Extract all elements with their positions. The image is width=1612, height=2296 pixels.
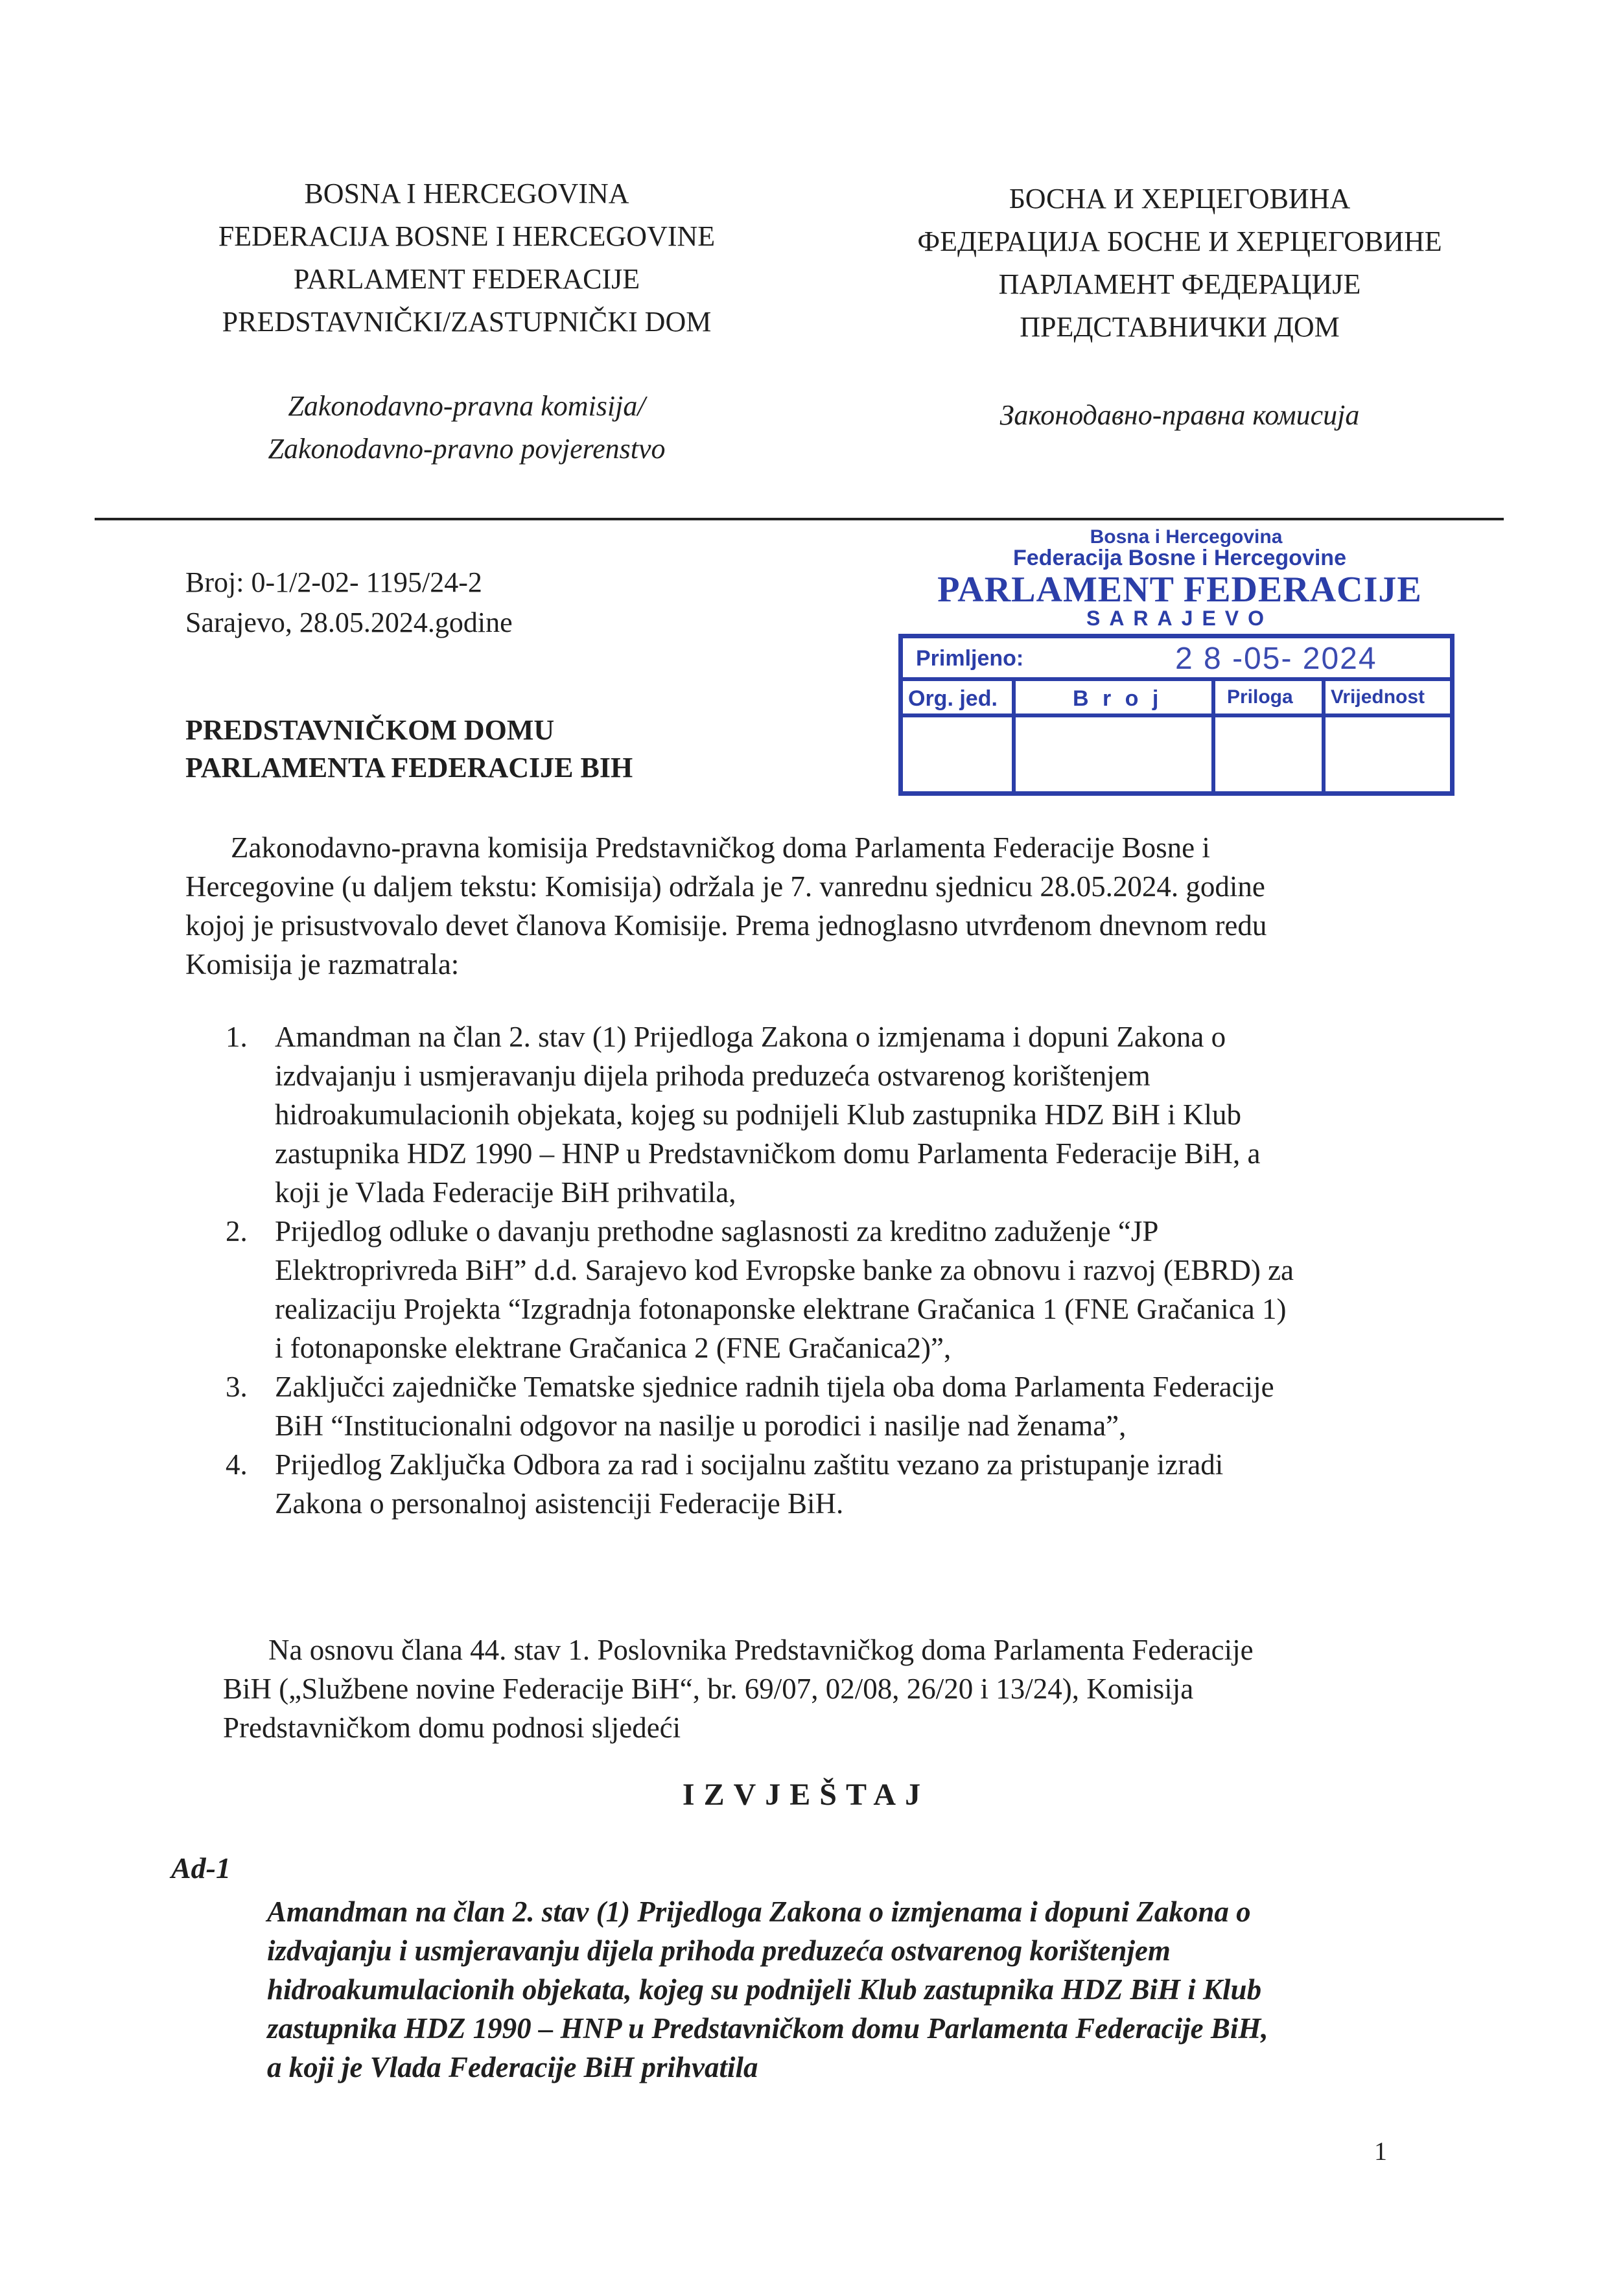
stamp-col-org: Org. jed. (908, 686, 998, 711)
header-house: ПРЕДСТАВНИЧКИ ДОМ (1020, 311, 1340, 343)
agenda-item (207, 1367, 1413, 1445)
text-line: Komisija je razmatrala: (185, 948, 460, 980)
recipient-line: PARLAMENTA FEDERACIJE BIH (185, 752, 633, 783)
agenda-item (207, 1017, 1413, 1212)
text-line: Elektroprivreda BiH” d.d. Sarajevo kod Evropske banke za obnovu i razvoj (EBRD) za (275, 1254, 1294, 1286)
header-federation: FEDERACIJA BOSNE I HERCEGOVINE (218, 220, 716, 252)
text-line: Prijedlog odluke o davanju prethodne saglasnosti za kreditno zaduženje “JP (275, 1215, 1159, 1247)
stamp-received-date: 2 8 -05- 2024 (1175, 642, 1377, 676)
agenda-number: 4. (226, 1448, 248, 1481)
header-country: BOSNA I HERCEGOVINA (304, 178, 629, 209)
text-line: Zakona o personalnoj asistenciji Federacije BiH. (275, 1487, 844, 1520)
text-line: i fotonaponske elektrane Gračanica 2 (FNE Gračanica2)”, (275, 1332, 952, 1364)
agenda-number: 2. (226, 1215, 248, 1247)
agenda-list (207, 1017, 1413, 1523)
committee-line: Zakonodavno-pravno povjerenstvo (268, 433, 666, 465)
header-parliament: ПАРЛАМЕНТ ФЕДЕРАЦИЈЕ (998, 268, 1361, 300)
stamp-divider (1322, 681, 1326, 796)
text-line: Zaključci zajedničke Tematske sjednice radnih tijela oba doma Parlamenta Federacije (275, 1371, 1274, 1403)
agenda-number: 1. (226, 1021, 248, 1053)
stamp-line: Bosna i Hercegovina (1090, 526, 1283, 548)
stamp-line: Federacija Bosne i Hercegovine (1013, 546, 1346, 570)
text-line: hidroakumulacionih objekata, kojeg su podnijeli Klub zastupnika HDZ BiH i Klub (275, 1098, 1241, 1131)
header-divider (95, 518, 1504, 520)
agenda-item (207, 1212, 1413, 1367)
text-line: Amandman na član 2. stav (1) Prijedloga Zakona o izmjenama i dopuni Zakona o (267, 1896, 1251, 1928)
text-line: zastupnika HDZ 1990 – HNP u Predstavničkom domu Parlamenta Federacije BiH, (267, 2012, 1268, 2045)
stamp-divider (1211, 681, 1215, 796)
text-line: Amandman na član 2. stav (1) Prijedloga Zakona o izmjenama i dopuni Zakona o (275, 1021, 1226, 1053)
agenda-number: 3. (226, 1371, 248, 1403)
text-line: Predstavničkom domu podnosi sljedeći (223, 1711, 681, 1744)
text-line: Hercegovine (u daljem tekstu: Komisija) održala je 7. vanrednu sjednicu 28.05.2024. godine (185, 870, 1265, 903)
page-number: 1 (1374, 2137, 1387, 2166)
reference-date: Sarajevo, 28.05.2024.godine (185, 607, 513, 638)
reference-block (185, 562, 513, 643)
stamp-received-row (903, 638, 1450, 681)
text-line: Na osnovu člana 44. stav 1. Poslovnika Predstavničkog doma Parlamenta Federacije (268, 1634, 1254, 1666)
text-line: Prijedlog Zaključka Odbora za rad i socijalnu zaštitu vezano za pristupanje izradi (275, 1448, 1224, 1481)
text-line: zastupnika HDZ 1990 – HNP u Predstavničkom domu Parlamenta Federacije BiH, a (275, 1137, 1261, 1170)
stamp-header-row (903, 681, 1450, 717)
received-stamp (894, 526, 1465, 798)
text-line: Zakonodavno-pravna komisija Predstavničkog doma Parlamenta Federacije Bosne i (231, 831, 1210, 864)
reference-number: Broj: 0-1/2-02- 1195/24-2 (185, 566, 482, 598)
header-house: PREDSTAVNIČKI/ZASTUPNIČKI DOM (222, 306, 712, 338)
committee-cyrillic: Законодавно-правна комисија (999, 399, 1360, 431)
recipient (185, 712, 633, 787)
text-line: kojoj je prisustvovalo devet članova Komisije. Prema jednoglasno utvrđenom dnevnom redu (185, 909, 1267, 942)
text-line: BiH “Institucionalni odgovor na nasilje u porodici i nasilje nad ženama”, (275, 1409, 1127, 1442)
stamp-col-value: Vrijednost (1331, 686, 1425, 708)
stamp-received-label: Primljeno: (916, 646, 1024, 671)
stamp-col-number: B r o j (1073, 686, 1163, 711)
header-cyrillic (849, 178, 1510, 349)
basis-paragraph (223, 1630, 1403, 1747)
header-parliament: PARLAMENT FEDERACIJE (293, 263, 640, 295)
intro-paragraph (185, 828, 1412, 984)
text-line: a koji je Vlada Federacije BiH prihvatila (267, 2051, 758, 2083)
committee-latin (110, 385, 823, 470)
stamp-table (898, 634, 1454, 796)
stamp-title: PARLAMENT FEDERACIJE (937, 570, 1422, 610)
text-line: izdvajanju i usmjeravanju dijela prihoda preduzeća ostvarenog korištenjem (267, 1934, 1171, 1967)
report-title: IZVJEŠTAJ (682, 1778, 930, 1812)
text-line: BiH („Službene novine Federacije BiH“, br. 69/07, 02/08, 26/20 i 13/24), Komisija (223, 1673, 1194, 1705)
text-line: realizaciju Projekta “Izgradnja fotonaponske elektrane Gračanica 1 (FNE Gračanica 1) (275, 1293, 1287, 1325)
stamp-col-attachments: Priloga (1227, 686, 1293, 708)
committee-line: Zakonodavno-pravna komisija/ (288, 390, 646, 422)
stamp-divider (1012, 681, 1016, 796)
ad-label: Ad-1 (171, 1851, 231, 1884)
header-federation: ФЕДЕРАЦИЈА БОСНЕ И ХЕРЦЕГОВИНЕ (917, 226, 1442, 257)
header-country: БОСНА И ХЕРЦЕГОВИНА (1009, 183, 1351, 215)
agenda-item (207, 1445, 1413, 1523)
recipient-line: PREDSTAVNIČKOM DOMU (185, 714, 555, 746)
ad-heading (267, 1892, 1400, 2087)
header-latin (110, 172, 823, 343)
text-line: hidroakumulacionih objekata, kojeg su podnijeli Klub zastupnika HDZ BiH i Klub (267, 1973, 1262, 2006)
text-line: izdvajanju i usmjeravanju dijela prihoda preduzeća ostvarenog korištenjem (275, 1060, 1151, 1092)
stamp-city: SARAJEVO (1086, 607, 1274, 630)
text-line: koji je Vlada Federacije BiH prihvatila, (275, 1176, 736, 1209)
